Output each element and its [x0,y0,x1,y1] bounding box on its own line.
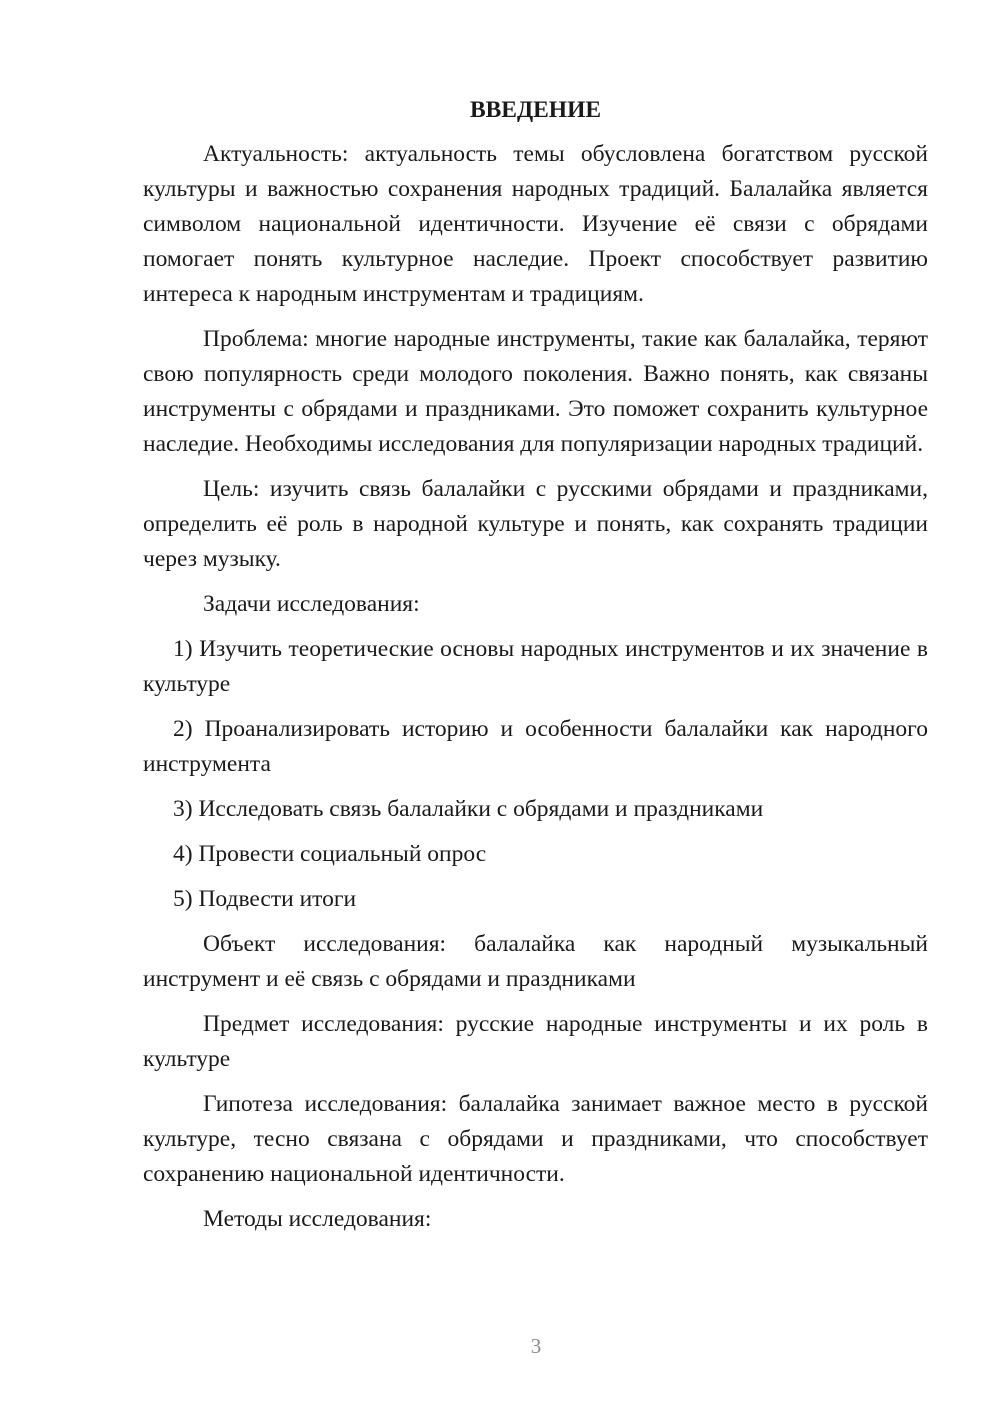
task-item: 5) Подвести итоги [173,886,357,912]
hypothesis-paragraph: Гипотеза исследования: балалайка занимает важное место в русской культуре, тесно связана с обрядами и праздниками, что способствует сохранению национальной идентичности. [143,1091,928,1187]
relevance-paragraph: Актуальность: актуальность темы обусловлена богатством русской культуры и важностью сохранения народных традиций. Балалайка является символом национальной идентичности. Изучение её связи с обрядами помогает понять культурное наследие. Проект способствует развитию интереса к народным инструментам и традициям. [143,141,928,307]
task-item: 3) Исследовать связь балалайки с обрядами и праздниками [173,796,764,822]
problem-paragraph: Проблема: многие народные инструменты, такие как балалайка, теряют свою популярность среди молодого поколения. Важно понять, как связаны инструменты с обрядами и праздниками. Это поможет сохранить культурное наследие. Необходимы исследования для популяризации народных традиций. [143,326,928,457]
task-item: 4) Провести социальный опрос [173,841,487,867]
task-item: 2) Проанализировать историю и особенности балалайки как народного инструмента [143,716,928,777]
page-number: 3 [530,1334,542,1358]
object-paragraph: Объект исследования: балалайка как народный музыкальный инструмент и её связь с обрядами и праздниками [143,931,928,992]
goal-paragraph: Цель: изучить связь балалайки с русскими обрядами и праздниками, определить её роль в народной культуре и понять, как сохранять традиции через музыку. [143,476,928,572]
task-item: 1) Изучить теоретические основы народных инструментов и их значение в культуре [143,636,928,697]
methods-heading: Методы исследования: [203,1206,432,1232]
subject-paragraph: Предмет исследования: русские народные инструменты и их роль в культуре [143,1011,928,1072]
page-title: ВВЕДЕНИЕ [469,97,602,123]
tasks-heading: Задачи исследования: [203,591,420,617]
document-page [143,92,928,1247]
